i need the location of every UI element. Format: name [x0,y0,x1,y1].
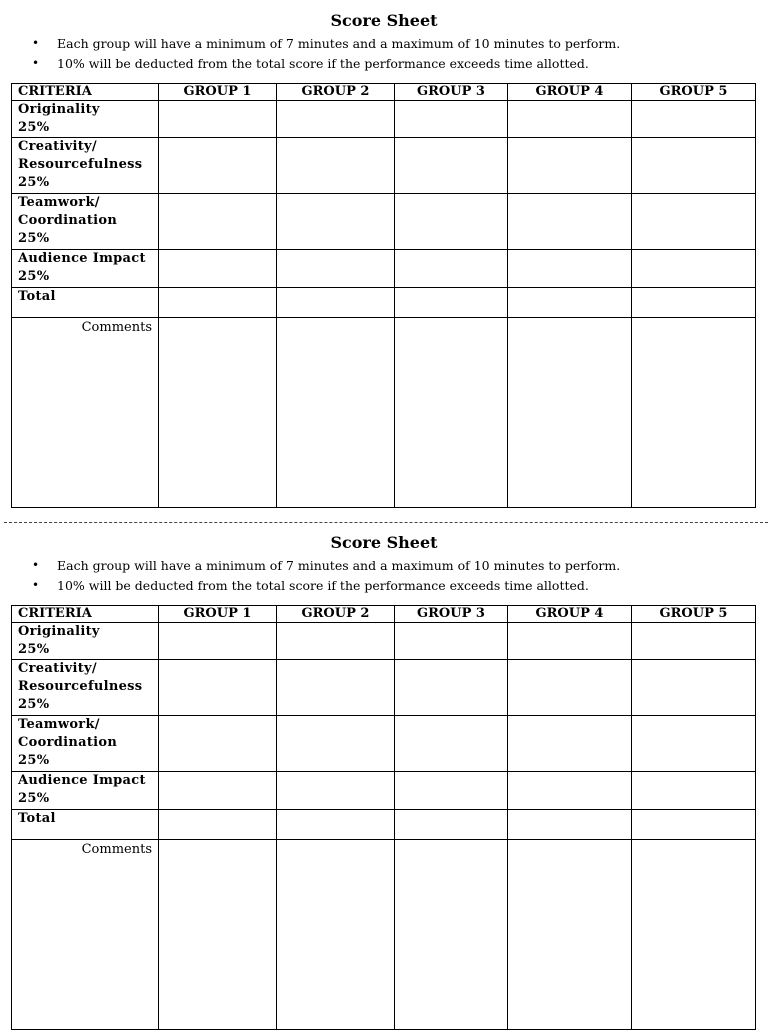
table-row [12,623,756,660]
group-1-header: GROUP 1 [159,84,277,101]
header-row [12,606,756,623]
group-4-header: GROUP 4 [508,606,632,623]
criteria-creativity: Creativity/ Resourcefulness 25% [12,660,159,716]
bullet-icon: • [32,558,40,572]
score-cell[interactable] [159,660,277,716]
criteria-total: Total [12,810,159,840]
score-cell[interactable] [159,101,277,138]
score-cell[interactable] [632,772,756,810]
rule-item [32,34,620,54]
criteria-total: Total [12,288,159,318]
criteria-header: CRITERIA [12,606,159,623]
total-cell[interactable] [159,288,277,318]
comments-cell[interactable] [632,840,756,1030]
score-cell[interactable] [508,623,632,660]
score-cell[interactable] [277,623,395,660]
rule-item [32,576,620,596]
score-cell[interactable] [277,194,395,250]
table-row [12,101,756,138]
score-cell[interactable] [632,623,756,660]
score-cell[interactable] [159,194,277,250]
criteria-originality: Originality 25% [12,101,159,138]
score-cell[interactable] [632,716,756,772]
table-row [12,250,756,288]
total-row [12,810,756,840]
table-row [12,660,756,716]
group-2-header: GROUP 2 [277,606,395,623]
group-1-header: GROUP 1 [159,606,277,623]
group-3-header: GROUP 3 [395,84,508,101]
comments-cell[interactable] [159,840,277,1030]
bullet-icon: • [32,577,40,592]
comments-label: Comments [12,318,159,508]
comments-cell[interactable] [508,840,632,1030]
score-cell[interactable] [395,623,508,660]
score-cell[interactable] [395,772,508,810]
comments-cell[interactable] [159,318,277,508]
comments-cell[interactable] [632,318,756,508]
group-4-header: GROUP 4 [508,84,632,101]
bullet-icon: • [32,36,40,50]
score-cell[interactable] [395,716,508,772]
total-cell[interactable] [395,288,508,318]
total-cell[interactable] [508,810,632,840]
score-cell[interactable] [395,250,508,288]
score-cell[interactable] [277,138,395,194]
comments-cell[interactable] [395,318,508,508]
score-cell[interactable] [632,194,756,250]
criteria-creativity: Creativity/ Resourcefulness 25% [12,138,159,194]
score-cell[interactable] [277,101,395,138]
score-cell[interactable] [508,716,632,772]
criteria-originality: Originality 25% [12,623,159,660]
rule-item [32,556,620,576]
rule-text: Each group will have a minimum of 7 minutes and a maximum of 10 minutes to perform. [57,36,621,51]
score-cell[interactable] [277,716,395,772]
total-cell[interactable] [159,810,277,840]
score-cell[interactable] [632,250,756,288]
rules-list [32,556,620,595]
criteria-header: CRITERIA [12,84,159,101]
score-cell[interactable] [277,660,395,716]
table-row [12,138,756,194]
score-cell[interactable] [159,623,277,660]
sheet-title: Score Sheet [330,533,438,552]
score-cell[interactable] [508,772,632,810]
comments-cell[interactable] [508,318,632,508]
rule-text: Each group will have a minimum of 7 minutes and a maximum of 10 minutes to perform. [57,558,621,573]
total-cell[interactable] [395,810,508,840]
sheet-title: Score Sheet [330,11,438,30]
rule-item [32,54,620,74]
score-cell[interactable] [508,250,632,288]
comments-cell[interactable] [277,840,395,1030]
total-cell[interactable] [508,288,632,318]
score-cell[interactable] [508,101,632,138]
cut-line-divider [4,522,768,523]
score-cell[interactable] [395,194,508,250]
score-cell[interactable] [508,138,632,194]
criteria-teamwork: Teamwork/ Coordination 25% [12,716,159,772]
total-cell[interactable] [277,288,395,318]
total-cell[interactable] [632,810,756,840]
criteria-audience-impact: Audience Impact 25% [12,250,159,288]
rule-text: 10% will be deducted from the total score if the performance exceeds time allotted. [57,55,589,71]
group-3-header: GROUP 3 [395,606,508,623]
score-cell[interactable] [508,194,632,250]
comments-row [12,318,756,508]
score-cell[interactable] [159,772,277,810]
table-row [12,716,756,772]
comments-cell[interactable] [277,318,395,508]
total-cell[interactable] [632,288,756,318]
total-row [12,288,756,318]
score-cell[interactable] [632,660,756,716]
score-table [11,83,756,508]
rules-list [32,34,620,73]
score-cell[interactable] [395,660,508,716]
bullet-icon: • [32,55,40,70]
score-cell[interactable] [508,660,632,716]
comments-row [12,840,756,1030]
group-5-header: GROUP 5 [632,84,756,101]
comments-cell[interactable] [395,840,508,1030]
group-2-header: GROUP 2 [277,84,395,101]
table-row [12,194,756,250]
score-cell[interactable] [159,716,277,772]
criteria-audience-impact: Audience Impact 25% [12,772,159,810]
comments-label: Comments [12,840,159,1030]
total-cell[interactable] [277,810,395,840]
score-cell[interactable] [632,138,756,194]
score-cell[interactable] [159,138,277,194]
score-cell[interactable] [395,138,508,194]
score-cell[interactable] [395,101,508,138]
rule-text: 10% will be deducted from the total score if the performance exceeds time allotted. [57,577,589,593]
score-cell[interactable] [632,101,756,138]
score-cell[interactable] [277,250,395,288]
score-cell[interactable] [277,772,395,810]
table-row [12,772,756,810]
criteria-teamwork: Teamwork/ Coordination 25% [12,194,159,250]
score-cell[interactable] [159,250,277,288]
header-row [12,84,756,101]
group-5-header: GROUP 5 [632,606,756,623]
score-table [11,605,756,1030]
